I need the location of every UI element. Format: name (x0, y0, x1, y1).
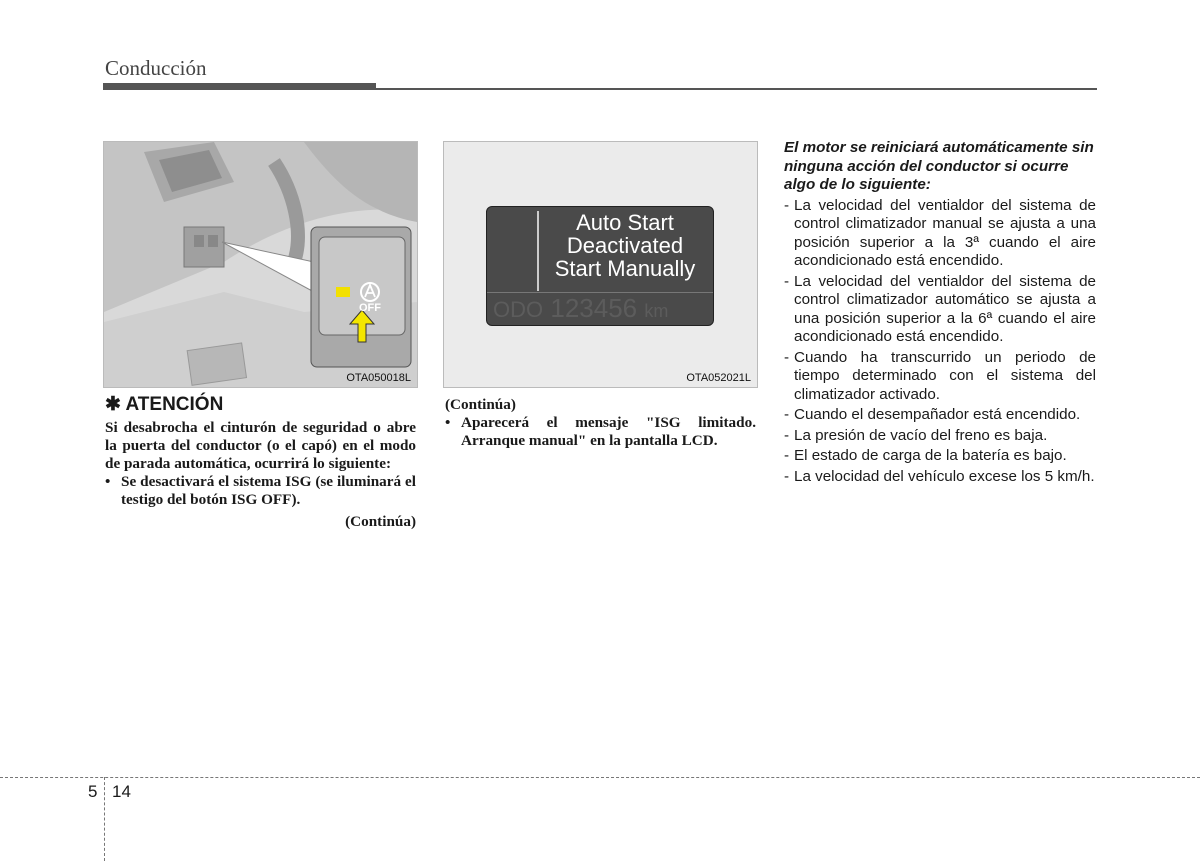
list-item: - El estado de carga de la batería es bajo. (784, 447, 1067, 464)
restart-conditions (784, 139, 1096, 488)
header-rule-thin (376, 88, 1097, 90)
odo-value: 123456 (550, 293, 638, 323)
odometer (493, 293, 668, 326)
dashboard-illustration (104, 142, 417, 387)
odo-label: ODO (493, 297, 544, 322)
lcd-message (539, 211, 711, 280)
list-item: - Cuando el desempañador está encendido. (784, 406, 1081, 423)
figure-lcd-message (443, 141, 758, 388)
lcd-line-1: Auto Start (576, 210, 674, 235)
column-2-bullet-text: Aparecerá el mensaje "ISG limitado. Arranque manual" en la pantalla LCD. (461, 414, 756, 449)
chapter-number: 5 (88, 782, 98, 801)
list-item: - La presión de vacío del freno es baja. (784, 426, 1048, 444)
figure-isg-button (103, 141, 418, 388)
footer-rule (0, 777, 1200, 778)
list-item: - La velocidad del ventialdor del sistema de control climatizador automático se ajusta a una posición superior a la 6ª cuando el aire acondicionado está encendido. (784, 272, 1096, 345)
attention-box (105, 393, 416, 531)
attention-heading: ✱ ATENCIÓN (105, 394, 224, 415)
restart-intro: El motor se reiniciará automáticamente sin ninguna acción del conductor si ocurre algo de lo siguiente: (784, 139, 1094, 193)
attention-bullet (105, 473, 416, 509)
footer-vertical-rule (104, 777, 105, 861)
continues-label: (Continúa) (345, 513, 416, 530)
figure-code: OTA050018L (346, 372, 411, 384)
list-item: - Cuando ha transcurrido un periodo de tiempo determinado con el sistema del climatizador activado. (784, 348, 1096, 403)
attention-paragraph: Si desabrocha el cinturón de seguridad o abre la puerta del conductor (o el capó) en el modo de parada automática, ocurrirá lo siguiente: (105, 419, 416, 472)
header-rule-thick (103, 83, 376, 90)
bullet-marker: • (105, 473, 111, 490)
figure-code: OTA052021L (686, 372, 751, 384)
lcd-line-2: Deactivated (566, 233, 684, 258)
continued-label: (Continúa) (445, 396, 516, 413)
lcd-display (486, 206, 714, 326)
list-item: - La velocidad del vehículo excese los 5 km/h. (784, 467, 1095, 485)
column-2 (445, 396, 756, 450)
page-number: 14 (112, 782, 131, 801)
column-2-bullet (445, 414, 756, 450)
attention-bullet-text: Se desactivará el sistema ISG (se iluminará el testigo del botón ISG OFF). (121, 473, 416, 508)
bullet-marker: • (445, 414, 451, 431)
list-item: - La velocidad del ventialdor del sistema de control climatizador manual se ajusta a una posición superior a la 3ª cuando el aire acondicionado está encendido. (784, 196, 1096, 269)
button-icon-label: OFF (359, 302, 381, 314)
page-header-title: Conducción (105, 56, 207, 80)
lcd-line-3: Start Manually (554, 256, 696, 281)
odo-unit: km (644, 301, 669, 321)
